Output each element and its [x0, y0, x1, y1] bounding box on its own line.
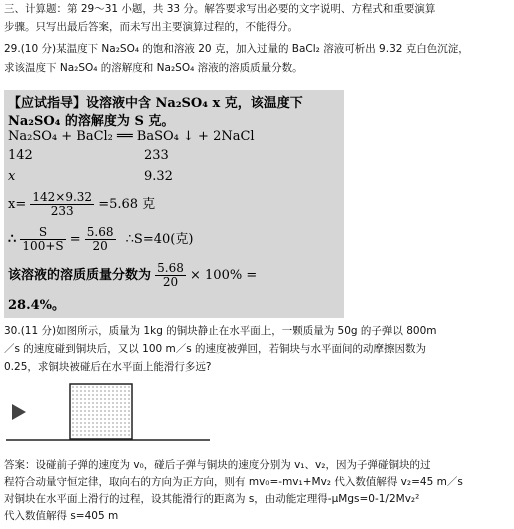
- molar-mass-1: 142: [8, 148, 33, 163]
- solubility-row: [8, 226, 193, 253]
- mass-fraction-multiplier: × 100% =: [190, 268, 258, 283]
- mass-fraction-numerator: 5.68: [157, 261, 184, 275]
- calc-x-row: [8, 191, 155, 218]
- solubility-fraction-right: [85, 226, 116, 253]
- mass-fraction-result: 28.4%。: [8, 298, 66, 313]
- mass-fraction-row: [8, 262, 257, 289]
- unknown-x: x: [8, 169, 16, 184]
- molar-mass-2: 233: [144, 148, 169, 163]
- mass-fraction-label: 该溶液的溶质质量分数为: [8, 268, 152, 283]
- mass-fraction-fraction: [155, 262, 186, 289]
- answer-line1: 答案：设碰前子弹的速度为 v₀，碰后子弹与铜块的速度分别为 v₁、v₂，因为子弹碰铜块的过: [4, 459, 431, 471]
- copper-block: [70, 384, 132, 439]
- calc-x-fraction: [30, 191, 94, 218]
- solubility-result: ∴S=40(克): [125, 232, 194, 247]
- equals-sign: =: [69, 232, 81, 247]
- q29-line1: 29.(10 分)某温度下 Na₂SO₄ 的饱和溶液 20 克，加入过量的 BaCl₂ 溶液可析出 9.32 克白色沉淀，: [4, 43, 469, 55]
- reaction-equation: Na₂SO₄ + BaCl₂ ══ BaSO₄ ↓ + 2NaCl: [8, 129, 255, 144]
- guide-header2: Na₂SO₄ 的溶解度为 S 克。: [8, 114, 175, 129]
- section-heading-line2: 步骤。只写出最后答案，而未写出主要演算过程的，不能得分。: [4, 21, 298, 33]
- calc-x-denominator: 233: [50, 204, 74, 218]
- calc-x-numerator: 142×9.32: [32, 190, 93, 204]
- calc-x-lhs: x=: [8, 197, 27, 212]
- q30-line3: 0.25，求铜块被碰后在水平面上能滑行多远?: [4, 361, 212, 373]
- bullet-block-figure: [4, 378, 214, 450]
- solution-scan: [4, 90, 344, 318]
- answer-line3: 对铜块在水平面上滑行的过程，设其能滑行的距离为 s，由动能定理得-μMgs=0-1/2Mv₂²: [4, 493, 420, 505]
- precipitate-mass: 9.32: [144, 169, 173, 184]
- solubility-denominator: 100+S: [22, 239, 64, 253]
- q30-line1: 30.(11 分)如图所示，质量为 1kg 的铜块静止在水平面上，一颗质量为 50g 的子弹以 800m: [4, 325, 437, 337]
- solubility-fraction-left: [20, 226, 65, 253]
- q29-line2: 求该温度下 Na₂SO₄ 的溶解度和 Na₂SO₄ 溶液的溶质质量分数。: [4, 62, 303, 74]
- solubility-denominator-2: 20: [92, 239, 108, 253]
- q30-line2: ／s 的速度碰到铜块后，又以 100 m／s 的速度被弹回，若铜块与水平面间的动摩擦因数为: [4, 343, 427, 355]
- section-heading-line1: 三、计算题：第 29～31 小题，共 33 分。解答要求写出必要的文字说明、方程式和重要演算: [4, 3, 436, 15]
- bullet-icon: [12, 404, 26, 420]
- mass-fraction-denominator: 20: [162, 275, 179, 289]
- solubility-numerator: S: [20, 226, 65, 240]
- therefore-symbol: ∴: [8, 232, 17, 247]
- calc-x-result: =5.68 克: [98, 197, 156, 212]
- guide-header: 【应试指导】设溶液中含 Na₂SO₄ x 克，该温度下: [8, 96, 303, 111]
- solubility-numerator-2: 5.68: [86, 225, 114, 239]
- answer-line2: 程符合动量守恒定律，取向右的方向为正方向，则有 mv₀=-mv₁+Mv₂ 代入数值解得 v₂=45 m／s: [4, 476, 463, 488]
- answer-line4: 代入数值解得 s=405 m: [4, 510, 119, 522]
